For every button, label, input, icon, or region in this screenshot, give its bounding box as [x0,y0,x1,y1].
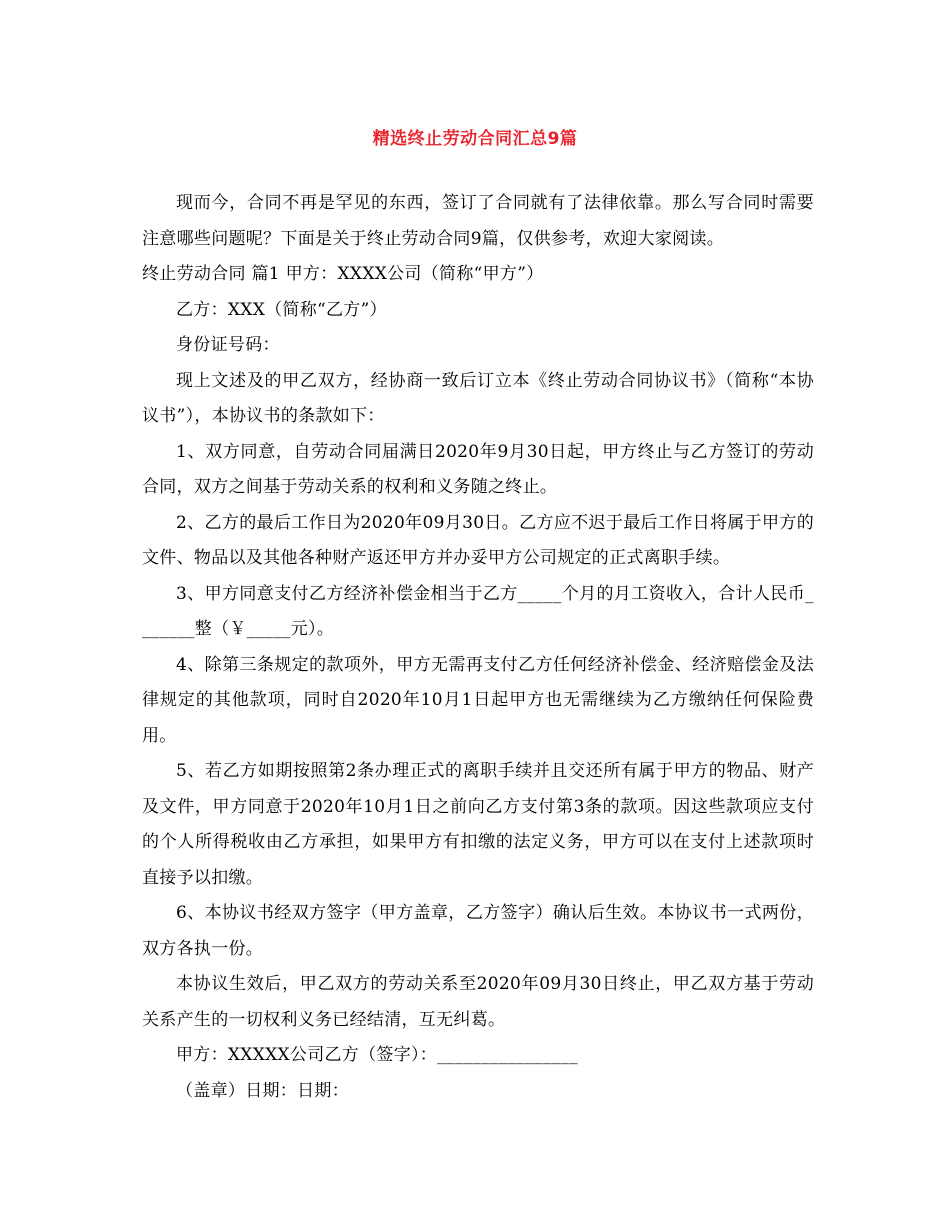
paragraph-clause-5: 5、若乙方如期按照第2条办理正式的离职手续并且交还所有属于甲方的物品、财产及文件，甲方同意于2020年10月1日之前向乙方支付第3条的款项。因这些款项应支付的个人所得税收由乙方承担，如果甲方有扣缴的法定义务，甲方可以在支付上述款项时直接予以扣缴。 [142,761,814,888]
paragraph-clause-2: 2、乙方的最后工作日为2020年09月30日。乙方应不迟于最后工作日将属于甲方的文件、物品以及其他各种财产返还甲方并办妥甲方公司规定的正式离职手续。 [142,512,814,568]
paragraph-signature: 甲方：XXXXX公司乙方（签字）：________________ [176,1045,578,1065]
paragraph-id-number: 身份证号码： [176,335,280,355]
paragraph-clause-1: 1、双方同意，自劳动合同届满日2020年9月30日起，甲方终止与乙方签订的劳动合同，双方之间基于劳动关系的权利和义务随之终止。 [142,441,814,497]
document-title: 精选终止劳动合同汇总9篇 [372,129,578,149]
paragraph-section-heading: 终止劳动合同 篇1 甲方：XXXX公司（简称“甲方”） [142,264,544,284]
paragraph-seal-date: （盖章）日期：日期： [176,1080,349,1101]
paragraph-clause-6: 6、本协议书经双方签字（甲方盖章，乙方签字）确认后生效。本协议书一式两份，双方各执一份。 [142,903,814,959]
paragraph-intro: 现而今，合同不再是罕见的东西，签订了合同就有了法律依靠。那么写合同时需要注意哪些问题呢？下面是关于终止劳动合同9篇，仅供参考，欢迎大家阅读。 [142,193,814,249]
paragraph-party-b: 乙方：XXX（简称“乙方”） [176,299,387,320]
document-body [142,186,814,1109]
paragraph-clause-3: 3、甲方同意支付乙方经济补偿金相当于乙方_____个月的月工资收入，合计人民币_______整（￥_____元）。 [142,583,814,639]
paragraph-clause-4: 4、除第三条规定的款项外，甲方无需再支付乙方任何经济补偿金、经济赔偿金及法律规定的其他款项，同时自2020年10月1日起甲方也无需继续为乙方缴纳任何保险费用。 [142,654,814,746]
paragraph-preamble: 现上文述及的甲乙双方，经协商一致后订立本《终止劳动合同协议书》（简称“本协议书”），本协议书的条款如下： [142,370,814,426]
paragraph-effect: 本协议生效后，甲乙双方的劳动关系至2020年09月30日终止，甲乙双方基于劳动关系产生的一切权利义务已经结清，互无纠葛。 [142,974,814,1030]
